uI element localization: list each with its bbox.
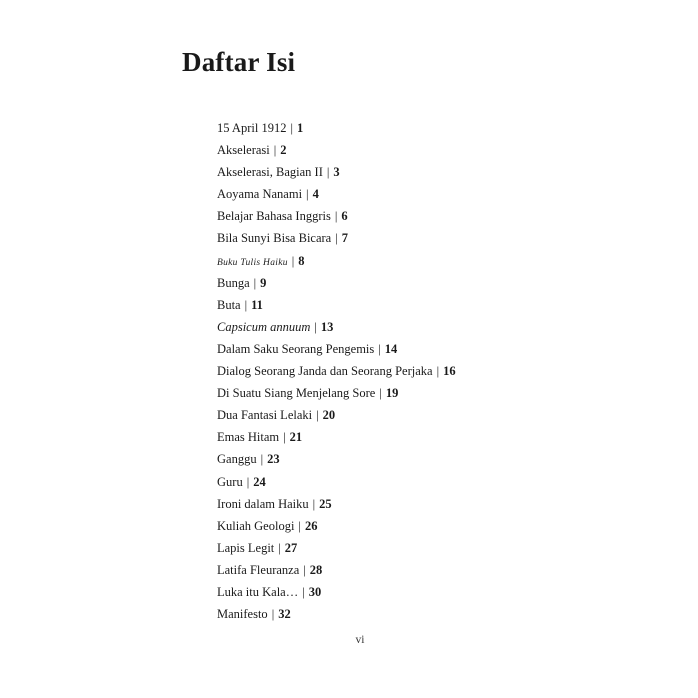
toc-entry [217,117,456,139]
toc-separator: | [312,496,316,511]
toc-entry-title: Aoyama Nanami [217,187,303,202]
toc-separator: | [253,275,257,290]
toc-separator: | [335,231,338,246]
toc-entry-page: 32 [278,607,291,622]
toc-entry [217,294,456,316]
toc-entry-title: Lapis Legit [217,540,275,555]
toc-entry [217,161,456,183]
toc-entry-page: 2 [280,143,287,158]
toc-entry-page: 23 [267,452,280,467]
toc-entry-title: Bila Sunyi Bisa Bicara [217,231,332,246]
toc-separator: | [306,187,309,202]
toc-entry-title: Dalam Saku Seorang Pengemis [217,341,375,356]
toc-entry-page: 9 [260,275,267,290]
toc-entry-title: Manifesto [217,607,268,622]
toc-entry-title: Guru [217,474,243,489]
toc-entry-page: 24 [253,474,266,489]
toc-entry-page: 3 [333,165,340,180]
toc-entry-title: Akselerasi [217,143,270,158]
toc-separator: | [244,297,248,312]
toc-entry [217,205,456,227]
toc-separator: | [316,408,319,423]
toc-entry [217,537,456,559]
page-title: Daftar Isi [182,47,296,77]
toc-entry [217,426,456,448]
toc-separator: | [271,607,275,622]
toc-entry [217,559,456,581]
toc-entry-page: 30 [308,584,322,599]
toc-separator: | [303,562,306,577]
toc-entry-page: 28 [309,562,323,577]
toc-separator: | [334,209,338,224]
toc-entry-page: 25 [319,496,332,511]
page-number-text: vi [355,634,365,646]
toc-separator: | [273,143,277,158]
toc-separator: | [278,540,281,555]
toc-entry [217,448,456,470]
toc-entry [217,471,456,493]
toc-entry-page: 27 [284,540,298,555]
toc-entry-title: Kuliah Geologi [217,518,295,533]
toc-entry [217,360,456,382]
toc-entry [217,183,456,205]
toc-entry [217,316,456,338]
toc-separator: | [260,452,264,467]
toc-entry-page: 16 [443,364,456,379]
toc-entry-page: 13 [320,319,334,334]
toc-entry-page: 26 [304,518,318,533]
toc-entry [217,382,456,404]
toc-entry-page: 1 [296,121,304,135]
toc-entry-title: Ganggu [217,452,257,467]
toc-entry-page: 19 [385,386,399,401]
toc-entry-title: Ironi dalam Haiku [217,496,309,511]
toc-separator: | [290,121,293,135]
toc-entry [217,404,456,426]
toc-entry-page: 14 [384,341,398,356]
toc-entry [217,493,456,515]
toc-separator: | [298,518,301,533]
toc-separator: | [291,253,295,268]
toc-entry [217,603,456,625]
toc-entry-page: 11 [251,297,263,312]
toc-entry [217,272,456,294]
toc-entry-title: Buku Tulis Haiku [217,257,288,268]
toc-entry-title: Akselerasi, Bagian II [217,165,323,180]
toc-separator: | [379,386,382,401]
toc-separator: | [314,319,317,334]
toc-entry-title: Belajar Bahasa Inggris [217,209,331,224]
toc-separator: | [436,364,440,379]
toc-separator: | [378,341,381,356]
toc-entry [217,250,456,272]
toc-entry-title: Dialog Seorang Janda dan Seorang Perjaka [217,364,433,379]
toc-entry-title: Luka itu Kala… [217,584,299,599]
toc-separator: | [246,474,250,489]
toc-entry [217,581,456,603]
toc-entry-title: Di Suatu Siang Menjelang Sore [217,386,376,401]
toc-entry [217,515,456,537]
toc-entry-title: 15 April 1912 [217,121,287,135]
toc-entry-page: 8 [298,253,305,268]
toc-entry [217,139,456,161]
toc-separator: | [283,430,286,445]
toc-separator: | [326,165,330,180]
toc-entry-page: 4 [312,187,319,202]
toc-separator: | [302,584,305,599]
toc-entry-page: 6 [341,209,348,224]
toc-entry [217,338,456,360]
page-number [11,634,698,646]
toc-entry [217,227,456,249]
toc-entry-title: Dua Fantasi Lelaki [217,408,313,423]
toc-entry-title: Capsicum annuum [217,319,311,334]
table-of-contents [217,117,456,625]
toc-entry-page: 20 [322,408,336,423]
toc-entry-title: Bunga [217,275,250,290]
toc-entry-title: Latifa Fleuranza [217,562,300,577]
toc-entry-page: 7 [341,231,348,246]
toc-entry-page: 21 [289,430,303,445]
toc-entry-title: Buta [217,297,241,312]
toc-entry-title: Emas Hitam [217,430,280,445]
